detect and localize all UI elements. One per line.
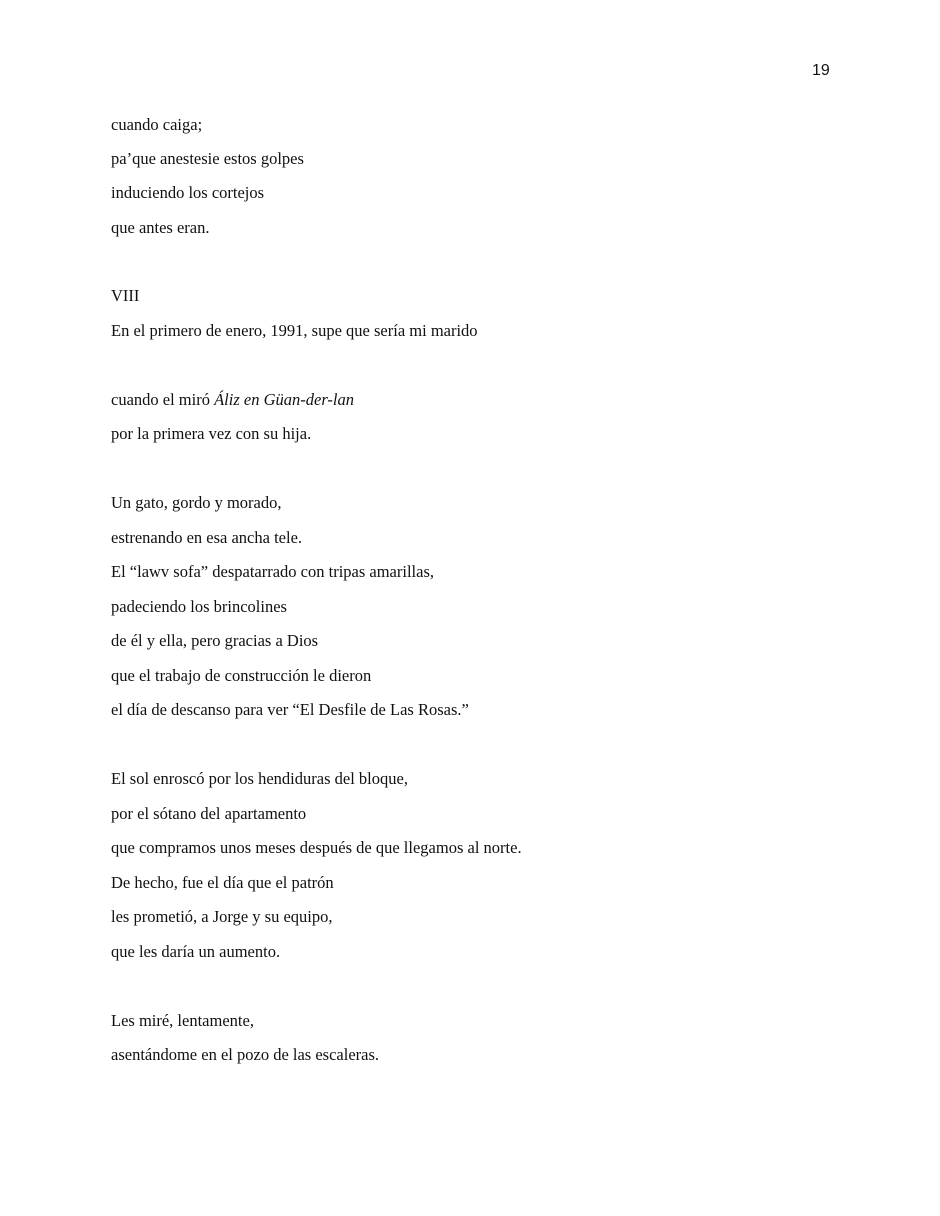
poem-line: por la primera vez con su hija. — [111, 424, 312, 443]
poem-line: estrenando en esa ancha tele. — [111, 528, 303, 547]
poem-line: el día de descanso para ver “El Desfile de Las Rosas.” — [111, 700, 469, 719]
poem-line: que les daría un aumento. — [111, 942, 281, 961]
poem-line: pa’que anestesie estos golpes — [111, 149, 304, 168]
poem-line: cuando caiga; — [111, 115, 203, 134]
poem-line: El “lawv sofa” despatarrado con tripas amarillas, — [111, 562, 434, 581]
poem-line: asentándome en el pozo de las escaleras. — [111, 1045, 380, 1064]
italic-title: Áliz en Güan-der-lan — [214, 390, 354, 409]
poem-line: Un gato, gordo y morado, — [111, 493, 282, 512]
poem-line: que el trabajo de construcción le dieron — [111, 666, 372, 685]
poem-line-text: cuando el miró — [111, 390, 215, 409]
poem-line: En el primero de enero, 1991, supe que sería mi marido — [111, 321, 478, 340]
poem-line: El sol enroscó por los hendiduras del bloque, — [111, 769, 408, 788]
poem-line: de él y ella, pero gracias a Dios — [111, 631, 319, 650]
page-number: 19 — [812, 62, 830, 79]
poem-line: que antes eran. — [111, 218, 210, 237]
poem-line: De hecho, fue el día que el patrón — [111, 873, 334, 892]
poem-line: por el sótano del apartamento — [111, 804, 307, 823]
poem-line — [111, 390, 354, 410]
poem-line: padeciendo los brincolines — [111, 597, 287, 616]
poem-line: que compramos unos meses después de que llegamos al norte. — [111, 838, 522, 857]
poem-line: induciendo los cortejos — [111, 183, 265, 202]
poem-line: Les miré, lentamente, — [111, 1011, 254, 1030]
poem-line: les prometió, a Jorge y su equipo, — [111, 907, 333, 926]
section-heading: VIII — [111, 286, 140, 305]
